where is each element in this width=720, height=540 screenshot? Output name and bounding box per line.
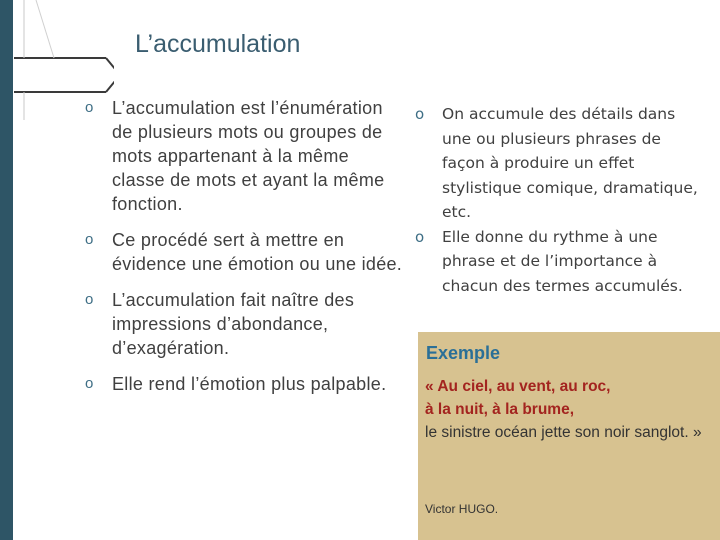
left-bullet-list	[85, 96, 405, 408]
bullet-text: On accumule des détails dans une ou plusieurs phrases de façon à produire un effet stylistique comique, dramatique, etc.	[442, 105, 698, 221]
bullet-text: Elle donne du rythme à une phrase et de l’importance à chacun des termes accumulés.	[442, 227, 683, 295]
bullet-icon: o	[85, 291, 94, 308]
right-bullet-list	[415, 102, 705, 298]
bullet-icon: o	[415, 105, 425, 123]
slide-title: L’accumulation	[135, 30, 301, 58]
quote-line-1: « Au ciel, au vent, au roc,	[425, 378, 611, 395]
list-item	[85, 288, 405, 360]
bullet-text: L’accumulation fait naître des impressions d’abondance, d’exagération.	[112, 290, 355, 358]
bullet-text: Ce procédé sert à mettre en évidence une émotion ou une idée.	[112, 230, 403, 274]
list-item	[415, 102, 705, 225]
example-author: Victor HUGO.	[425, 502, 499, 516]
example-title: Exemple	[426, 343, 501, 363]
bullet-icon: o	[85, 99, 94, 116]
quote-line-2: à la nuit, à la brume,	[425, 401, 575, 418]
quote-rest: le sinistre océan jette son noir sanglot. »	[425, 424, 702, 441]
example-box	[418, 332, 720, 540]
list-item	[415, 225, 705, 299]
bullet-icon: o	[415, 227, 425, 246]
list-item	[85, 372, 405, 396]
example-quote	[425, 375, 715, 444]
list-item	[85, 96, 405, 216]
list-item	[85, 228, 405, 276]
bullet-text: est l’énumération de plusieurs mots ou groupes de mots appartenant à la même classe de mots et ayant la même fonction.	[112, 98, 385, 214]
bullet-text: Elle rend l’émotion plus palpable.	[112, 374, 387, 394]
bullet-bold-text: L’accumulation	[112, 98, 236, 118]
left-accent-stripe	[0, 0, 13, 540]
bullet-icon: o	[85, 231, 94, 248]
bullet-icon: o	[85, 375, 94, 392]
